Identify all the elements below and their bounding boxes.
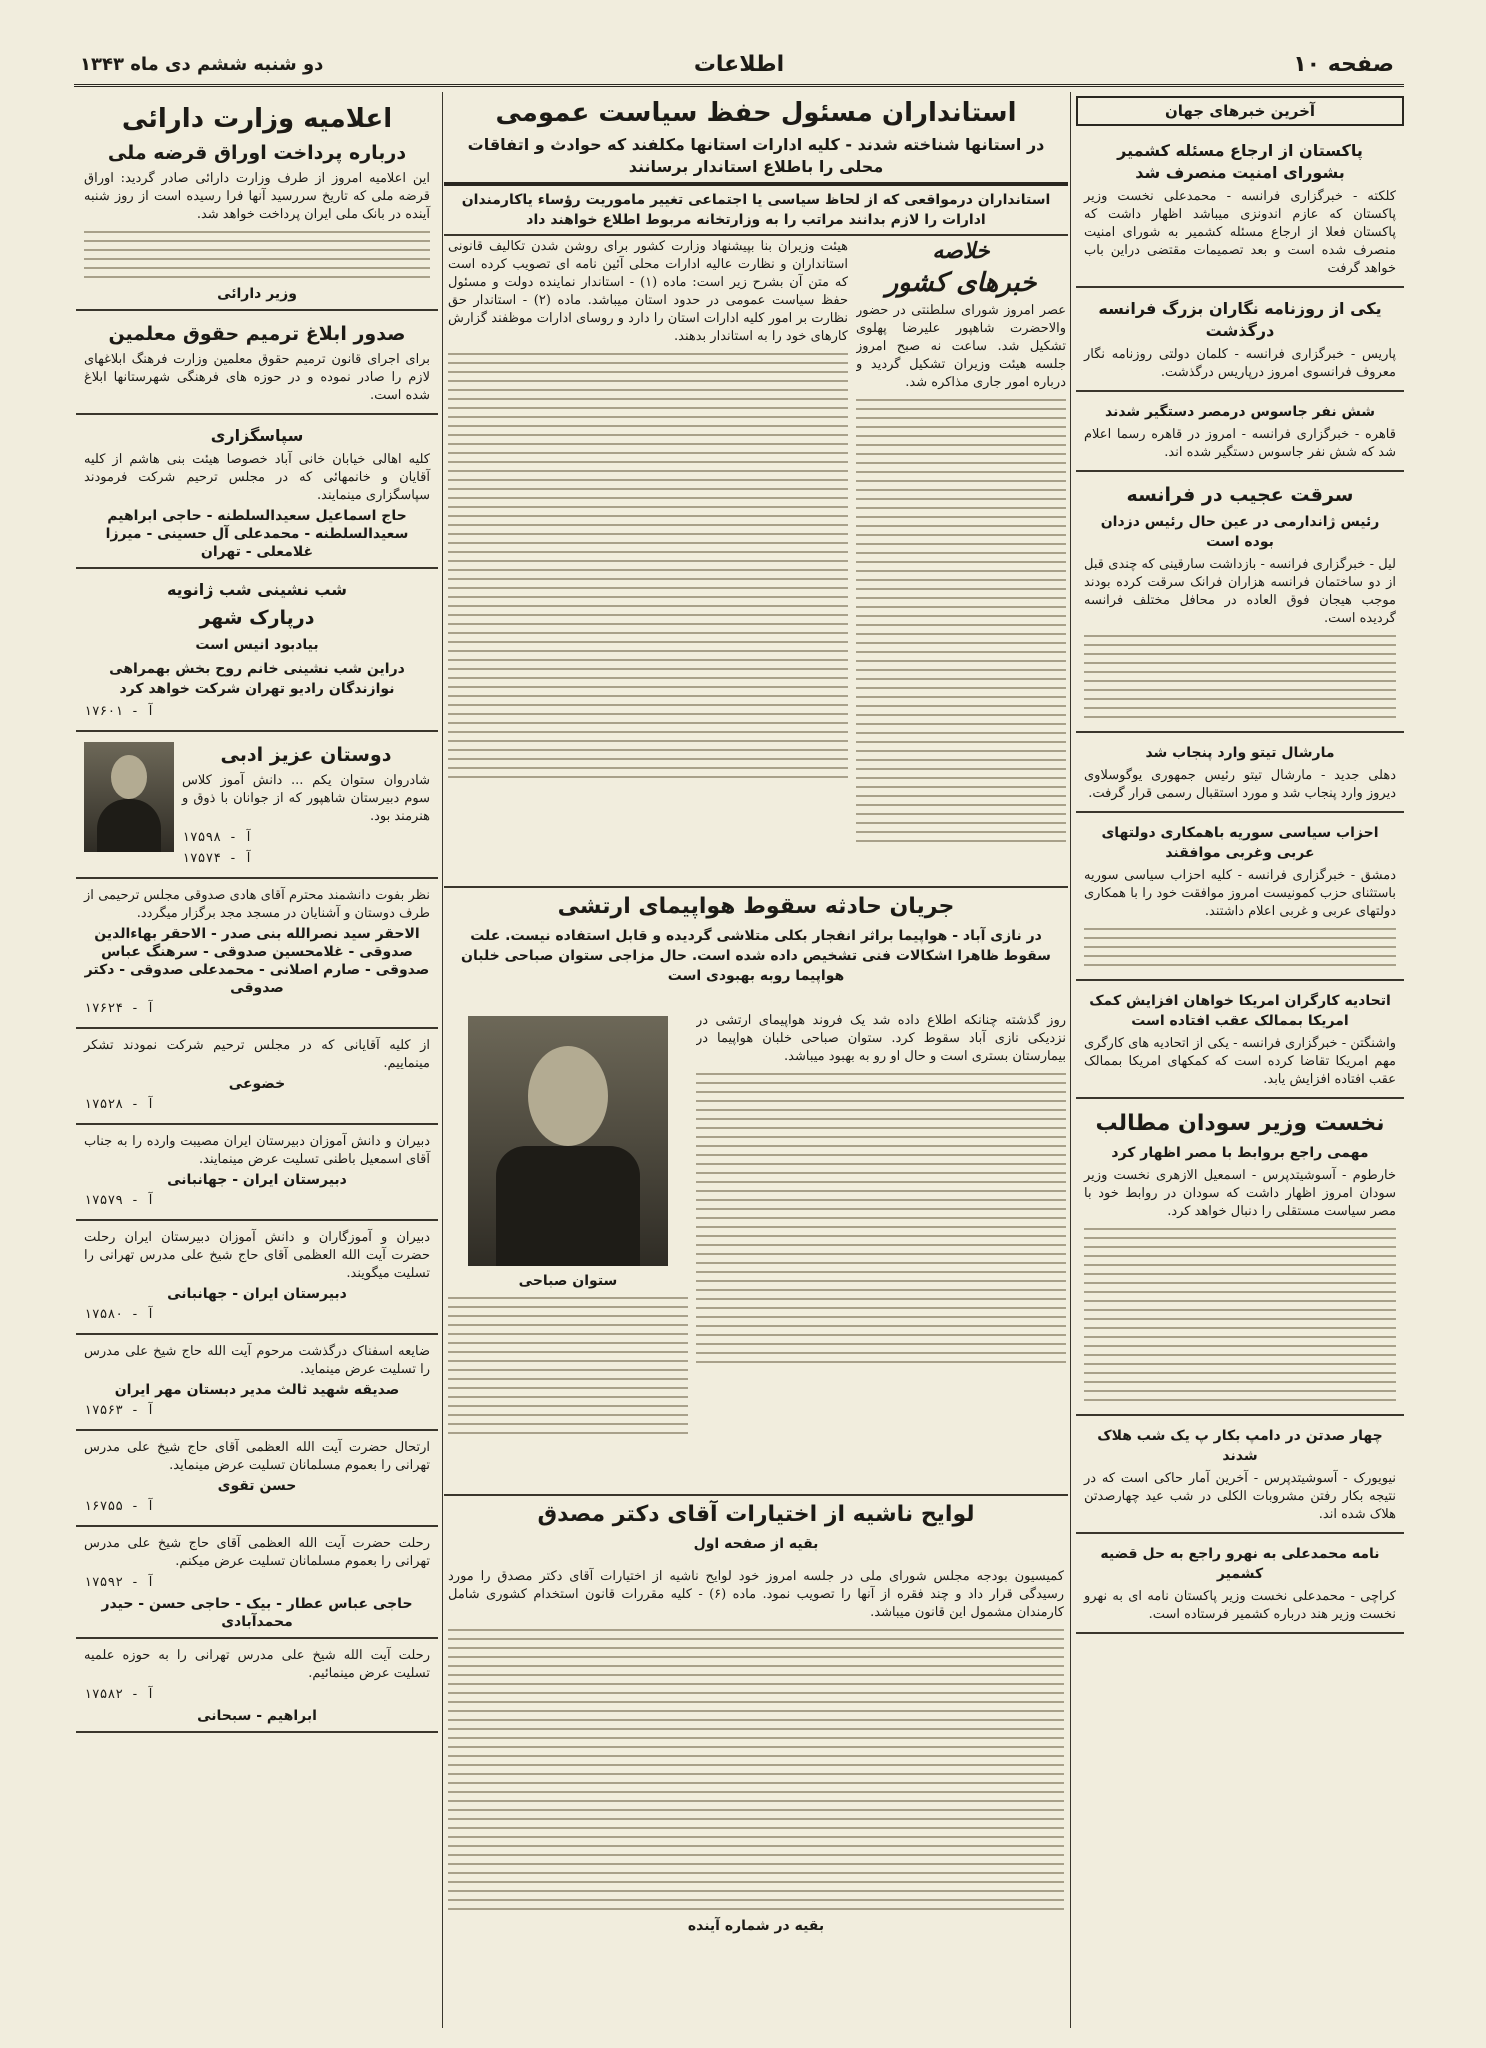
body-text: این اعلامیه امروز از طرف وزارت دارائی صادر گردید: اوراق قرضه ملی که تاریخ سررسید آنها فرا رسیده است از روز شنبه آینده در بانک ملی ایران پرداخت خواهد شد. (84, 171, 430, 222)
body-text: دبیران و آموزگاران و دانش آموزان دبیرستان ایران رحلت حضرت آیت الله العظمی آقای حاج شیخ علی مدرس تهرانی را تسلیت میگویند. (84, 1230, 430, 1281)
notice (76, 1221, 438, 1335)
body-text: کلکته - خبرگزاری فرانسه - محمدعلی نخست وزیر پاکستان که عازم اندونزی میباشد اظهار داشت که پاکستان فعلا از ارجاع مسئله کشمیر به شورای امنیت منصرف شده است و بعد تصمیمات مقتضی دراین باب خواهد گرفت (1084, 189, 1396, 276)
signature: دبیرستان ایران - جهانبانی (167, 1286, 347, 1302)
news-item (1076, 733, 1404, 813)
divider (444, 182, 1068, 186)
notice (76, 1431, 438, 1527)
headline: اتحادیه کارگران امریکا خواهان افزایش کمک امریکا بممالک عقب افتاده است (1089, 993, 1391, 1029)
headline: دوستان عزیز ادبی (220, 744, 392, 766)
signature: ابراهیم - سبحانی (197, 1708, 317, 1724)
crash-photo-column (448, 1010, 688, 1485)
ad-code: آ - ۱۷۵۹۸ (182, 830, 253, 845)
body-text: هیئت وزیران بنا بپیشنهاد وزارت کشور برای روشن شدن تکالیف قانونی استانداران و نظارت عالیه ادارات محلی آئین نامه ای تصویب کرده است که متن آن بشرح زیر است: ماده (۱) - استاندار نماینده دولت و مسئول حفظ سیاست عمومی در حدود استان میباشد. ماده (۲) - استاندار حق نظارت بر امور کلیه ادارات استان را دارد و روسای ادارات موظفند گزارش کارهای خود را به استاندار بدهند. (448, 239, 848, 344)
headline: شب نشینی شب ژانویه (166, 580, 348, 599)
signature: حسن تقوی (217, 1478, 297, 1494)
student-photo (84, 742, 174, 852)
notice (76, 732, 438, 879)
notice (76, 1639, 438, 1733)
signature: حاجی عباس عطار - بیک - حاجی حسن - حیدر محمدآبادی (101, 1596, 413, 1630)
photo-body (496, 1146, 640, 1266)
subheadline: مهمی راجع بروابط با مصر اظهار کرد (1111, 1145, 1369, 1161)
subheadline: درپارک شهر (199, 607, 315, 629)
text-lines (696, 1073, 1066, 1363)
photo-body (97, 799, 162, 852)
bills-story (444, 1494, 1068, 1558)
news-item (1076, 130, 1404, 288)
ad-code: آ - ۱۶۷۵۵ (84, 1499, 155, 1514)
continued-note: بقیه در شماره آینده (687, 1918, 825, 1934)
signature: خضوعی (228, 1076, 286, 1092)
text-lines (84, 231, 430, 278)
khulasa-column (856, 236, 1066, 886)
notice (76, 1335, 438, 1431)
body-text: واشنگتن - خبرگزاری فرانسه - یکی از اتحادیه های کارگری مهم امریکا تقاضا کرده است که کمکهای امریکا بممالک عقب افتاده افزایش یابد. (1084, 1036, 1396, 1087)
body-text: خارطوم - آسوشیتدپرس - اسمعیل الازهری نخست وزیر سودان امروز اظهار داشت که سودان در روابط خود با مصر سیاست مستقلی را دنبال خواهد کرد. (1084, 1168, 1396, 1219)
text-lines (448, 1629, 1064, 1910)
ad-code: آ - ۱۷۵۸۰ (84, 1307, 155, 1322)
headline: صدور ابلاغ ترمیم حقوق معلمین (108, 323, 406, 345)
world-news-box-title: آخرین خبرهای جهان (1076, 96, 1404, 126)
bills-body (448, 1566, 1064, 2028)
photo-face (111, 755, 147, 799)
ad-code: آ - ۱۷۶۲۴ (84, 1001, 155, 1016)
paper-name: اطلاعات (693, 52, 785, 77)
body-text: شادروان ستوان یکم ... دانش آموز کلاس سوم دبیرستان شاهپور که از جوانان با ذوق و هنرمند بود. (182, 773, 430, 824)
notice (76, 415, 438, 569)
text-lines (1084, 928, 1396, 966)
body-text: دهلی جدید - مارشال تیتو رئیس جمهوری یوگوسلاوی دیروز وارد پنجاب شد و مورد استقبال رسمی قرار گرفت. (1084, 768, 1396, 801)
body-text: کلیه اهالی خیابان خانی آباد خصوصا هیئت بنی هاشم از کلیه آقایان و خانمهائی که در مجلس ترحیم شرکت فرمودند سپاسگزاری مینمایند. (84, 452, 430, 503)
signature: دبیرستان ایران - جهانبانی (167, 1172, 347, 1188)
main-story-header (444, 92, 1068, 236)
headline: احزاب سیاسی سوریه باهمکاری دولتهای عربی وغربی موافقند (1101, 825, 1379, 861)
body-text: نظر بفوت دانشمند محترم آقای هادی صدوقی مجلس ترحیمی از طرف دوستان و آشنایان در مسجد مجد برگزار میگردد. (84, 888, 430, 921)
headline: شش نفر جاسوس درمصر دستگیر شدند (1104, 404, 1376, 420)
body-text: کراچی - محمدعلی نخست وزیر پاکستان نامه ای به نهرو نخست وزیر هند درباره کشمیر فرستاده است. (1084, 1589, 1396, 1622)
body-text: کمیسیون بودجه مجلس شورای ملی در جلسه امروز خود لوایح ناشیه از اختیارات آقای دکتر مصدق را مورد رسیدگی قرار داد و چند فقره از آنها را تصویب نمود. ماده (۶) - کلیه مقررات قانون استخدام کشوری شامل کارمندان مشمول این قانون میباشد. (448, 1569, 1064, 1620)
headline: اعلامیه وزارت دارائی (121, 104, 393, 134)
body-text: دبیران و دانش آموزان دبیرستان ایران مصیبت وارده را به جناب آقای اسمعیل باطنی تسلیت عرض مینمایند. (84, 1134, 430, 1167)
crash-headline: جریان حادثه سقوط هواپیمای ارتشی (557, 894, 955, 919)
crash-deck: در نازی آباد - هواپیما براثر انفجار بکلی متلاشی گردیده و قابل استفاده نیست. علت سقوط ظاهرا اشکالات فنی تشخیص داده شده است. حال مزاجی ستوان صباحی خلبان هواپیما روبه بهبودی است (461, 928, 1051, 984)
ad-code: آ - ۱۷۵۷۹ (84, 1193, 155, 1208)
body-text: برای اجرای قانون ترمیم حقوق معلمین وزارت فرهنگ ابلاغهای لازم را صادر نموده و در حوزه های فرهنگی شهرستانها ابلاغ شده است. (84, 352, 430, 403)
news-item (1076, 392, 1404, 472)
body-text: ارتحال حضرت آیت الله العظمی آقای حاج شیخ علی مدرس تهرانی را بعموم مسلمانان تسلیت عرض مینماید. (84, 1440, 430, 1473)
news-item (1076, 472, 1404, 733)
main-headline: استانداران مسئول حفظ سیاست عمومی (495, 98, 1017, 128)
news-item (1076, 1416, 1404, 1534)
headline: نخست وزیر سودان مطالب (1095, 1111, 1385, 1136)
photo-face (528, 1046, 608, 1146)
column-rule (1070, 92, 1071, 2028)
ad-code: آ - ۱۷۵۹۲ (84, 1575, 155, 1590)
notice (76, 569, 438, 732)
ad-code: آ - ۱۷۵۶۳ (84, 1403, 155, 1418)
body-text: عصر امروز شورای سلطنتی در حضور والاحضرت شاهپور علیرضا پهلوی تشکیل شد. ساعت نه صبح امروز جلسه هیئت وزیران تشکیل گردید و درباره امور جاری مذاکره شد. (856, 303, 1066, 390)
headline: مارشال تیتو وارد پنجاب شد (1145, 745, 1335, 761)
ad-code: آ - ۱۷۶۰۱ (84, 704, 155, 719)
signature: صدیقه شهید ثالث مدیر دبستان مهر ایران (114, 1382, 400, 1398)
notices-column (76, 92, 438, 2028)
crash-story (444, 886, 1068, 990)
ad-code: آ - ۱۷۵۸۲ (84, 1687, 155, 1702)
issue-date: دو شنبه ششم دی ماه ۱۳۴۳ (80, 54, 324, 75)
notice (76, 1125, 438, 1221)
khulasa-label: خلاصه (932, 238, 990, 264)
pilot-photo (468, 1016, 668, 1266)
headline: یکی از روزنامه نگاران بزرگ فرانسه درگذشت (1098, 299, 1382, 340)
headline: سپاسگزاری (210, 426, 304, 445)
body-text: لیل - خبرگزاری فرانسه - بازداشت سارقینی که چندی قبل از دو ساختمان فرانسه هزاران فرانک سرقت کرده بودند موجب هیجان فوق العاده در محافل مختلف فرانسه گردیده است. (1084, 557, 1396, 626)
news-item (1076, 1534, 1404, 1634)
crash-body-column (696, 1010, 1066, 1485)
ad-code: آ - ۱۷۵۷۴ (182, 851, 253, 866)
headline: نامه محمدعلی به نهرو راجع به حل قضیه کشمیر (1100, 1546, 1380, 1582)
notice (76, 1029, 438, 1125)
column-rule (442, 92, 443, 2028)
ad-code: آ - ۱۷۵۲۸ (84, 1097, 155, 1112)
main-deck-secondary: استانداران درمواقعی که از لحاظ سیاسی یا اجتماعی تغییر ماموریت رؤساء یاکارمندان ادارات را لازم بدانند مراتب را به وزارتخانه مربوط اطلاع خواهند داد (461, 192, 1051, 228)
main-story-body (448, 236, 848, 886)
notice (76, 879, 438, 1029)
bills-headline: لوایح ناشیه از اختیارات آقای دکتر مصدق (537, 1502, 975, 1527)
news-item (1076, 1099, 1404, 1416)
body-text: رحلت آیت الله شیخ علی مدرس تهرانی را به حوزه علمیه تسلیت عرض مینمائیم. (84, 1648, 430, 1681)
headline: پاکستان از ارجاع مسئله کشمیر بشورای امنیت منصرف شد (1117, 141, 1363, 182)
text-lines (448, 353, 848, 778)
khulasa-title: خبرهای کشور (885, 268, 1037, 298)
body-text: رحلت حضرت آیت الله العظمی آقای حاج شیخ علی مدرس تهرانی را بعموم مسلمانان تسلیت عرض میکنم. (84, 1536, 430, 1569)
body-text: روز گذشته چنانکه اطلاع داده شد یک فروند هواپیمای ارتشی در نزدیکی نازی آباد سقوط کرد. ستوان صباحی خلبان هواپیما در بیمارستان بستری است و حال او رو به بهبود میباشد. (696, 1013, 1066, 1064)
world-news-column (1076, 92, 1404, 2028)
signature: وزیر دارائی (217, 286, 297, 302)
signature: حاج اسماعیل سعیدالسلطنه - حاجی ابراهیم سعیدالسلطنه - محمدعلی آل حسینی - میرزا غلامعلی - تهران (105, 508, 409, 560)
notice (76, 92, 438, 311)
notice (76, 311, 438, 415)
body-text: نیویورک - آسوشیتدپرس - آخرین آمار حاکی است که در نتیجه بکار رفتن مشروبات الکلی در شب عید چهارصدتن هلاک شده اند. (1084, 1471, 1396, 1522)
text-lines (448, 1297, 688, 1434)
body-text: از کلیه آقایانی که در مجلس ترحیم شرکت نمودند تشکر مینماییم. (84, 1038, 430, 1071)
masthead (74, 46, 1404, 87)
body-text: دراین شب نشینی خانم روح بخش بهمراهی نوازندگان رادیو تهران شرکت خواهد کرد (109, 661, 405, 697)
headline: سرقت عجیب در فرانسه (1126, 484, 1354, 506)
text-lines (1084, 1228, 1396, 1401)
headline: چهار صدتن در دامپ بکار پ یک شب هلاک شدند (1097, 1428, 1383, 1464)
body-text: پاریس - خبرگزاری فرانسه - کلمان دولتی روزنامه نگار معروف فرانسوی امروز درپاریس درگذشت. (1084, 347, 1396, 380)
bills-subheadline: بقیه از صفحه اول (693, 1536, 819, 1552)
body-text: ضایعه اسفناک درگذشت مرحوم آیت الله حاج شیخ علی مدرس را تسلیت عرض مینماید. (84, 1344, 430, 1377)
subheadline: بیادبود انیس است (195, 637, 319, 653)
text-lines (856, 399, 1066, 842)
main-deck: در استانها شناخته شدند - کلیه ادارات استانها مکلفند که حوادث و اتفاقات محلی را باطلاع استاندار برسانند (467, 135, 1045, 176)
signature: الاحقر سید نصرالله بنی صدر - الاحقر بهاءالدین صدوقی - غلامحسین صدوقی - سرهنگ عباس صدوقی - صارم اصلانی - محمدعلی صدوقی - دکتر صدوقی (84, 926, 430, 996)
subheadline: رئیس ژاندارمی در عین حال رئیس دزدان بوده است (1100, 514, 1380, 550)
notice (76, 1527, 438, 1639)
text-lines (1084, 635, 1396, 718)
subheadline: درباره پرداخت اوراق قرضه ملی (107, 142, 407, 164)
news-item (1076, 981, 1404, 1099)
body-text: دمشق - خبرگزاری فرانسه - کلیه احزاب سیاسی سوریه باستثنای حزب کمونیست امروز موافقت خود را با همکاری دولتهای عربی و غربی اعلام داشتند. (1084, 868, 1396, 919)
photo-caption: ستوان صباحی (518, 1273, 618, 1289)
news-item (1076, 288, 1404, 392)
page-number: صفحه ۱۰ (1293, 52, 1394, 77)
news-item (1076, 813, 1404, 981)
body-text: قاهره - خبرگزاری فرانسه - امروز در قاهره رسما اعلام شد که شش نفر جاسوس دستگیر شده اند. (1084, 427, 1396, 460)
